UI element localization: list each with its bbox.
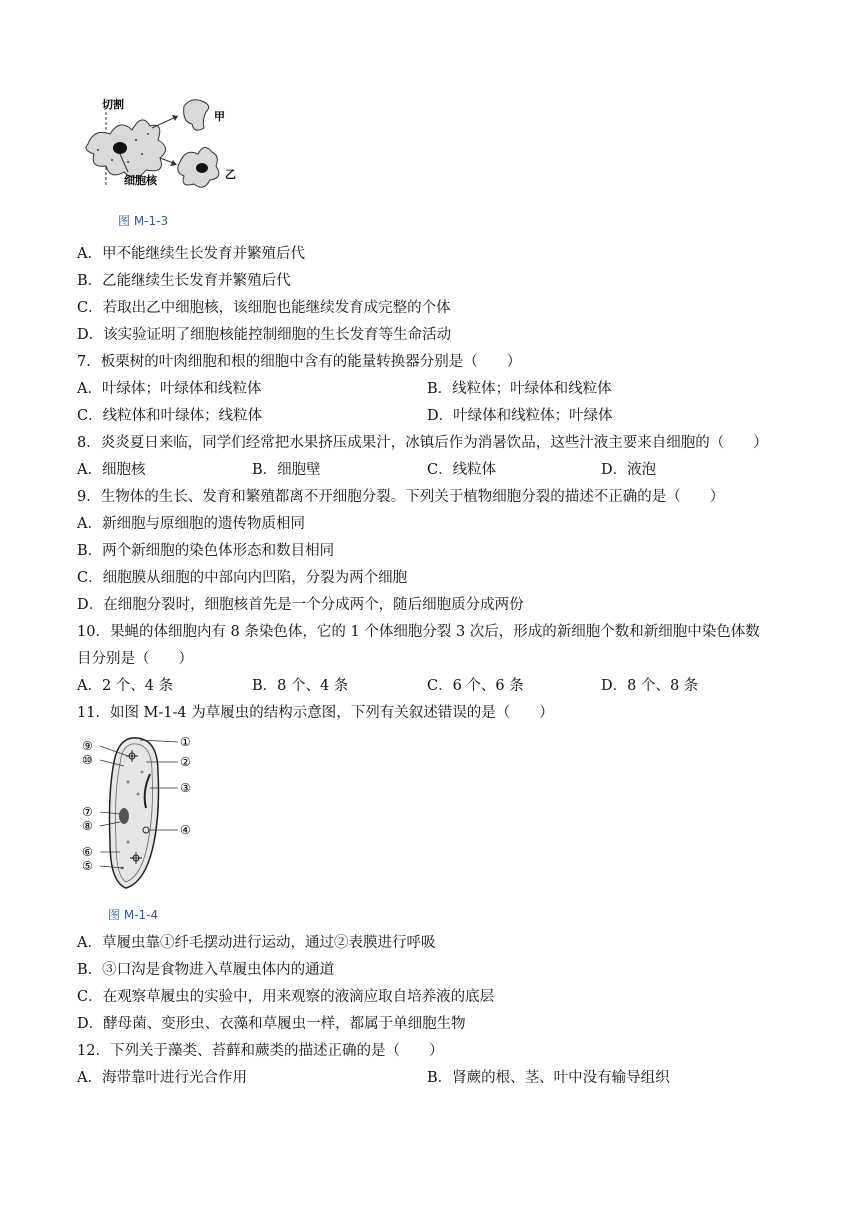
q8-option-a: A．细胞核 (77, 462, 146, 478)
q10-option-d: D．8 个、8 条 (601, 678, 699, 694)
original-nucleus (113, 142, 127, 154)
label-6: ⑥ (82, 845, 93, 859)
cell-b-nucleus (196, 163, 208, 173)
figure-m-1-3 (80, 92, 250, 202)
fig3-label-cut: 切割 (102, 98, 124, 111)
q7-stem: 7．板栗树的叶肉细胞和根的细胞中含有的能量转换器分别是（ ） (77, 354, 522, 370)
q11-stem: 11．如图 M-1-4 为草履虫的结构示意图，下列有关叙述错误的是（ ） (77, 705, 554, 721)
q10-stem-line2: 目分别是（ ） (77, 651, 193, 667)
q7-option-a: A．叶绿体；叶绿体和线粒体 (77, 381, 262, 397)
q9-option-d: D．在细胞分裂时，细胞核首先是一个分成两个，随后细胞质分成两份 (77, 597, 524, 613)
q12-stem: 12．下列关于藻类、苔藓和蕨类的描述正确的是（ ） (77, 1043, 444, 1059)
fig4-caption: 图 M-1-4 (108, 908, 159, 922)
q10-stem-line1: 10．果蝇的体细胞内有 8 条染色体，它的 1 个体细胞分裂 3 次后，形成的新细胞个数和新细胞中染色体数 (77, 624, 760, 640)
q7-option-d: D．叶绿体和线粒体；叶绿体 (427, 408, 613, 424)
label-4: ④ (180, 823, 191, 837)
label-8: ⑧ (82, 819, 93, 833)
label-2: ② (180, 755, 191, 769)
q9-option-c: C．细胞膜从细胞的中部向内凹陷，分裂为两个细胞 (77, 570, 408, 586)
fig3-label-nucleus: 细胞核 (124, 174, 157, 187)
q12-option-a: A．海带靠叶进行光合作用 (77, 1070, 247, 1086)
fig3-label-a: 甲 (214, 110, 225, 123)
label-10: ⑩ (82, 753, 93, 767)
q7-option-c: C．线粒体和叶绿体；线粒体 (77, 408, 263, 424)
q7-option-b: B．线粒体；叶绿体和线粒体 (427, 381, 612, 397)
q10-option-c: C．6 个、6 条 (427, 678, 524, 694)
label-3: ③ (180, 781, 191, 795)
fig3-caption: 图 M-1-3 (118, 214, 169, 228)
q9-option-b: B．两个新细胞的染色体形态和数目相同 (77, 543, 335, 559)
macronucleus (119, 808, 129, 824)
q8-option-c: C．线粒体 (427, 462, 497, 478)
q11-option-c: C．在观察草履虫的实验中，用来观察的液滴应取自培养液的底层 (77, 989, 495, 1005)
q9-option-a: A．新细胞与原细胞的遗传物质相同 (77, 516, 305, 532)
label-1: ① (180, 735, 191, 749)
q8-option-d: D．液泡 (601, 462, 657, 478)
q11-option-a: A．草履虫靠①纤毛摆动进行运动，通过②表膜进行呼吸 (77, 935, 436, 951)
label-5: ⑤ (82, 859, 93, 873)
q6-option-d: D．该实验证明了细胞核能控制细胞的生长发育等生命活动 (77, 327, 452, 343)
fig3-label-b: 乙 (225, 168, 236, 181)
cell-a (184, 100, 209, 131)
label-9: ⑨ (82, 739, 93, 753)
q6-option-a: A．甲不能继续生长发育并繁殖后代 (77, 246, 305, 262)
figure-m-1-4-paramecium (80, 732, 200, 892)
q12-option-b: B．肾蕨的根、茎、叶中没有输导组织 (427, 1070, 670, 1086)
label-7: ⑦ (82, 805, 93, 819)
q10-option-b: B．8 个、4 条 (252, 678, 349, 694)
q10-option-a: A．2 个、4 条 (77, 678, 174, 694)
q8-stem: 8．炎炎夏日来临，同学们经常把水果挤压成果汁，冰镇后作为消暑饮品，这些汁液主要来自细胞的（ ） (77, 435, 768, 451)
q11-option-b: B．③口沟是食物进入草履虫体内的通道 (77, 962, 335, 978)
q8-option-b: B．细胞壁 (252, 462, 321, 478)
arrowhead-b (170, 160, 177, 166)
q6-option-c: C．若取出乙中细胞核，该细胞也能继续发育成完整的个体 (77, 300, 451, 316)
q9-stem: 9．生物体的生长、发育和繁殖都离不开细胞分裂。下列关于植物细胞分裂的描述不正确的是（ ） (77, 489, 725, 505)
q11-option-d: D．酵母菌、变形虫、衣藻和草履虫一样，都属于单细胞生物 (77, 1016, 466, 1032)
q6-option-b: B．乙能继续生长发育并繁殖后代 (77, 273, 291, 289)
